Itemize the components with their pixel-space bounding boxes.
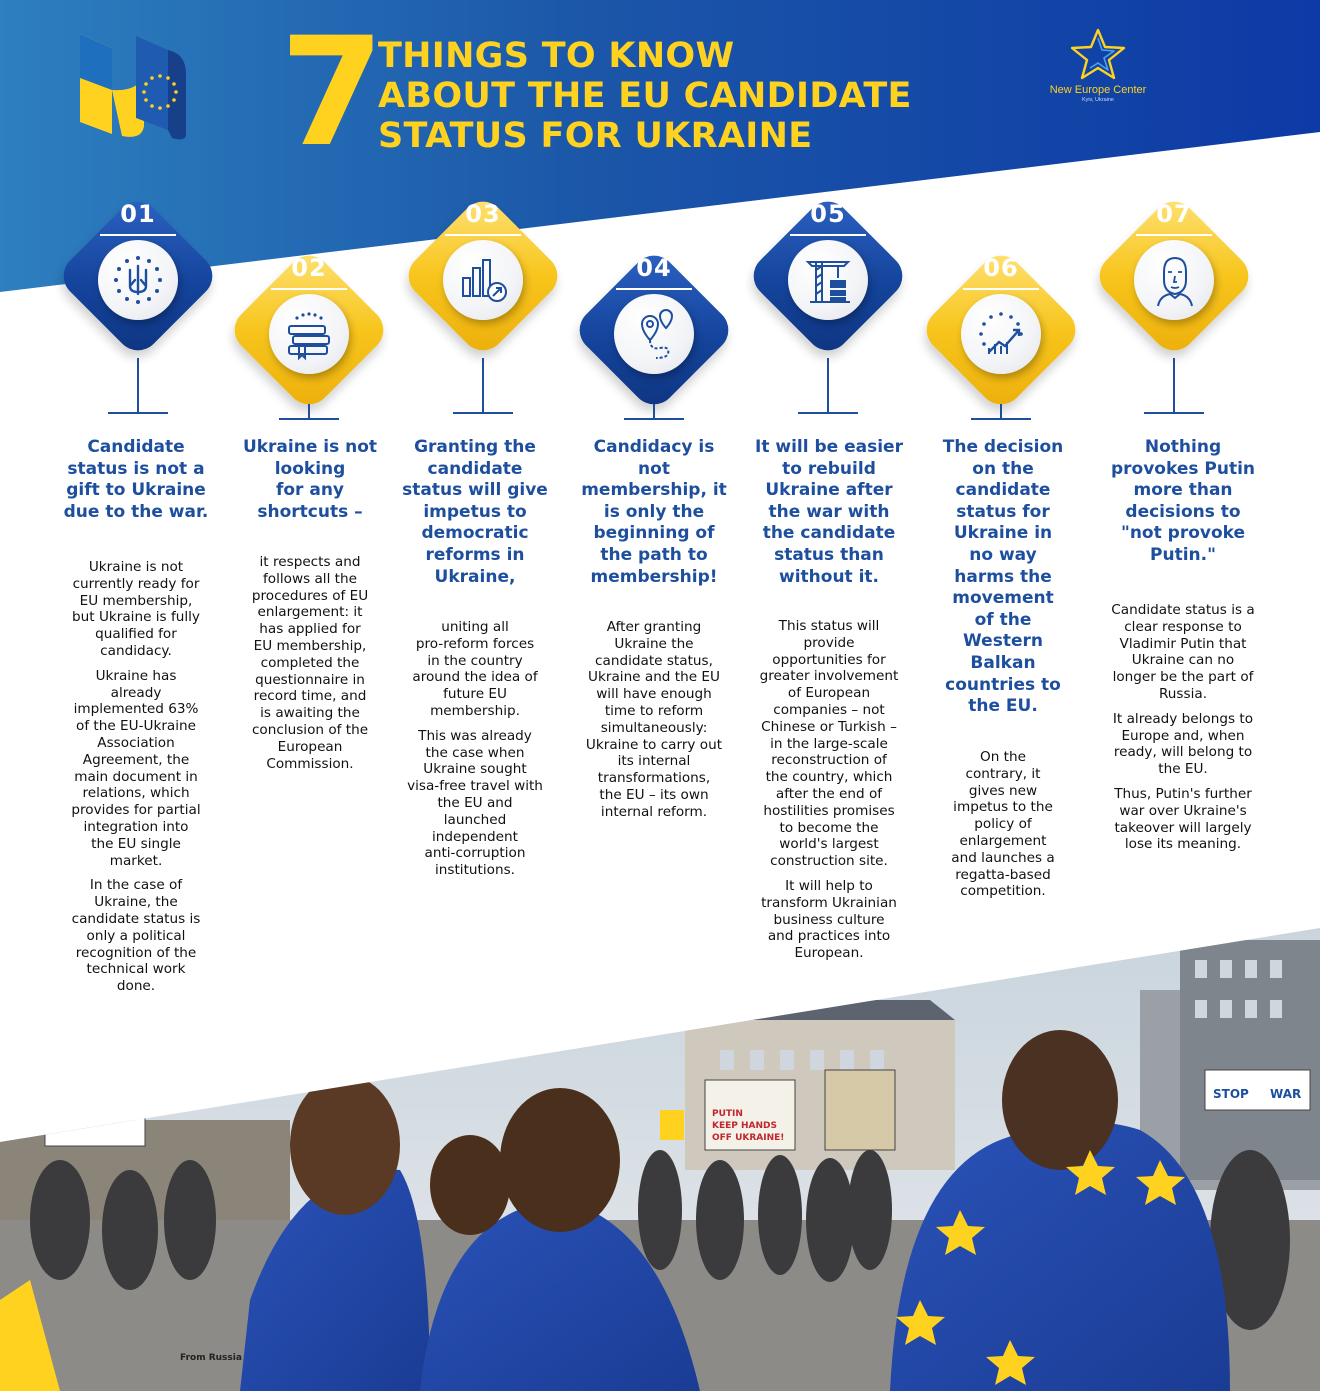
body-line: This was already: [418, 727, 532, 744]
body-line: regatta-based: [955, 866, 1051, 883]
body-line: reconstruction of: [771, 752, 887, 769]
body-line: conclusion of the: [251, 721, 369, 738]
step-diamond: [742, 190, 914, 362]
heading-line: is only the: [603, 501, 705, 522]
step-icon-badge: [98, 240, 178, 320]
body-line: In the case of: [89, 877, 183, 894]
body-line: construction site.: [770, 853, 888, 870]
heading-line: the path to: [600, 544, 708, 565]
body-line: the EU – its own: [599, 786, 709, 803]
body-line: contrary, it: [965, 765, 1041, 782]
body-line: follows all the: [262, 570, 357, 587]
body-line: ready, will belong to: [1113, 744, 1253, 761]
step-number: 05: [810, 200, 846, 228]
body-line: Candidate status is a: [1111, 602, 1255, 618]
body-line: of European: [787, 685, 871, 702]
title-line: ABOUT THE EU CANDIDATE: [378, 76, 912, 116]
heading-line: on the: [972, 458, 1034, 479]
body-line: greater involvement: [759, 668, 899, 685]
body-line: already: [110, 684, 162, 701]
body-line: transformations,: [597, 770, 711, 787]
books-stars-icon: [279, 304, 339, 364]
body-line: Ukraine can no: [1131, 652, 1235, 669]
body-line: Association: [97, 734, 175, 751]
body-line: in the country: [427, 652, 523, 669]
heading-line: not: [638, 458, 670, 479]
sign-war-text: WAR: [1270, 1087, 1302, 1101]
step-01-heading: [50, 437, 222, 523]
heading-line: more than: [1133, 480, 1233, 501]
heading-line: gift to Ukraine: [66, 480, 206, 501]
body-line: Vladimir Putin that: [1119, 635, 1247, 652]
heading-line: no way: [969, 544, 1037, 565]
route-pins-icon: [624, 304, 684, 364]
body-line: enlargement: it: [257, 604, 363, 621]
body-line: done.: [116, 978, 156, 995]
step-05-body: [743, 618, 915, 962]
heading-line: countries to: [945, 674, 1061, 695]
heading-line: status for: [956, 501, 1050, 522]
body-line: has applied for: [259, 621, 361, 638]
body-line: impetus to the: [953, 799, 1053, 816]
putin-portrait-icon: [1144, 250, 1204, 310]
step-number: 07: [1156, 200, 1192, 228]
sign-putin-text: PUTIN: [712, 1109, 743, 1119]
title-line: STATUS FOR UKRAINE: [378, 116, 813, 156]
step-diamond: [915, 244, 1087, 416]
step-number: 03: [465, 200, 501, 228]
body-line: provide: [803, 634, 855, 651]
body-line: policy of: [974, 816, 1032, 833]
body-line: the country, which: [765, 769, 893, 786]
step-04-heading: [568, 437, 740, 588]
body-line: EU membership,: [253, 637, 367, 654]
heading-line: Ukraine is not: [242, 437, 378, 457]
body-line: time to reform: [604, 702, 704, 719]
body-line: It already belongs to: [1112, 710, 1254, 727]
body-line: world's largest: [779, 836, 879, 853]
heading-line: candidate: [955, 480, 1051, 501]
step-icon-badge: [961, 294, 1041, 374]
body-line: Europe and, when: [1121, 727, 1245, 744]
body-line: relations, which: [82, 785, 190, 802]
body-line: institutions.: [435, 862, 515, 879]
body-line: competition.: [960, 883, 1046, 900]
heading-line: for any: [275, 480, 345, 501]
step-icon-badge: [269, 294, 349, 374]
heading-line: It will be easier: [755, 437, 903, 457]
body-line: technical work: [86, 961, 186, 978]
body-line: procedures of EU: [251, 587, 369, 604]
org-location: Kyiv, Ukraine: [1082, 97, 1114, 103]
heading-line: Candidacy is: [593, 437, 715, 457]
body-line: internal reform.: [600, 803, 708, 820]
body-line: candidacy.: [100, 642, 172, 659]
body-line: opportunities for: [772, 651, 886, 668]
body-line: the EU.: [1158, 761, 1208, 778]
body-line: lose its meaning.: [1124, 836, 1242, 853]
body-line: currently ready for: [72, 575, 200, 592]
body-line: longer be the part of: [1112, 669, 1254, 686]
body-line: around the idea of: [412, 669, 538, 686]
body-line: On the: [980, 749, 1026, 765]
body-line: implemented 63%: [73, 701, 199, 718]
body-line: the case when: [425, 744, 525, 761]
heading-line: Ukraine in: [953, 523, 1053, 544]
ukraine-eu-logo: [72, 30, 192, 142]
body-line: candidate status is: [71, 910, 201, 927]
body-line: enlargement: [959, 832, 1047, 849]
step-diamond: [52, 190, 224, 362]
heading-line: the war with: [768, 501, 890, 522]
heading-line: Ukraine,: [434, 566, 516, 587]
body-line: membership.: [430, 702, 520, 719]
step-07-heading: [1097, 437, 1269, 567]
body-line: pro-reform forces: [415, 635, 535, 652]
page-title: [378, 36, 938, 156]
body-line: hostilities promises: [763, 802, 895, 819]
body-line: Ukraine and the EU: [588, 669, 720, 686]
heading-line: candidate: [427, 458, 523, 479]
heading-line: Ukraine after: [765, 480, 893, 501]
rally-photo: [0, 920, 1320, 1391]
body-line: qualified for: [95, 626, 177, 643]
heading-line: provokes Putin: [1110, 458, 1256, 479]
body-line: European.: [794, 945, 864, 962]
body-line: candidate status,: [595, 652, 713, 669]
body-line: questionnaire in: [255, 671, 365, 688]
body-line: Ukraine the: [614, 635, 694, 652]
title-line: THINGS TO KNOW: [378, 36, 735, 76]
body-line: This status will: [778, 618, 880, 634]
body-line: but Ukraine is fully: [72, 609, 200, 626]
heading-line: The decision: [942, 437, 1064, 457]
step-diamond: [568, 244, 740, 416]
heading-line: beginning of: [593, 523, 715, 544]
body-line: simultaneously:: [600, 719, 708, 736]
body-line: anti-corruption: [424, 845, 526, 862]
body-line: European: [277, 738, 343, 755]
new-europe-center-logo: [1038, 26, 1158, 116]
heading-line: democratic: [421, 523, 529, 544]
heading-line: "not provoke: [1120, 523, 1246, 544]
step-07-body: [1097, 602, 1269, 853]
body-line: companies – not: [773, 701, 885, 718]
body-line: its internal: [617, 753, 691, 770]
sign-keep-hands-text: KEEP HANDS: [712, 1121, 777, 1131]
heading-line: to rebuild: [782, 458, 876, 479]
heading-line: the EU.: [968, 696, 1038, 717]
body-line: integration into: [83, 818, 189, 835]
step-diamond: [397, 190, 569, 362]
body-line: it respects and: [259, 554, 361, 570]
heading-line: Granting the: [414, 437, 536, 457]
eu-stars-growth-icon: [971, 304, 1031, 364]
heading-line: looking: [274, 458, 346, 479]
step-number: 02: [291, 254, 327, 282]
heading-line: movement: [952, 588, 1054, 609]
body-line: only a political: [86, 927, 186, 944]
step-02-heading: [224, 437, 396, 523]
step-number: 04: [636, 254, 672, 282]
body-line: Ukraine, the: [94, 894, 178, 911]
org-name: New Europe Center: [1049, 84, 1147, 96]
construction-crane-icon: [798, 250, 858, 310]
heading-line: shortcuts –: [257, 501, 363, 522]
body-line: completed the: [260, 654, 360, 671]
body-line: After granting: [606, 619, 702, 635]
sign-stop-text: STOP: [1213, 1087, 1249, 1101]
step-05-heading: [743, 437, 915, 588]
heading-line: status will give: [402, 480, 548, 501]
growth-chart-icon: [453, 250, 513, 310]
heading-line: status is not a: [67, 458, 205, 479]
step-icon-badge: [443, 240, 523, 320]
body-line: business culture: [773, 911, 885, 928]
body-line: the EU single: [91, 835, 181, 852]
step-03-heading: [389, 437, 561, 588]
body-line: future EU: [443, 686, 507, 703]
body-line: visa-free travel with: [407, 778, 543, 795]
body-line: takeover will largely: [1114, 819, 1252, 836]
heading-line: Candidate: [87, 437, 185, 457]
heading-line: membership!: [590, 566, 718, 587]
body-line: the EU and: [437, 794, 513, 811]
sign-from-russia-text: From Russia: [180, 1353, 242, 1363]
step-diamond: [1088, 190, 1260, 362]
heading-line: decisions to: [1125, 501, 1241, 522]
body-line: and launches a: [951, 849, 1055, 866]
step-04-body: [568, 619, 740, 821]
body-line: provides for partial: [71, 802, 201, 819]
body-line: gives new: [968, 782, 1038, 799]
step-03-body: [389, 619, 561, 879]
step-06-heading: [917, 437, 1089, 718]
body-line: main document in: [74, 768, 198, 785]
star-logo-icon: [1068, 26, 1128, 82]
step-diamond: [223, 244, 395, 416]
body-line: Russia.: [1158, 685, 1208, 702]
body-line: Ukraine is not: [88, 559, 184, 575]
body-line: EU membership,: [79, 592, 193, 609]
body-line: Ukraine to carry out: [585, 736, 723, 753]
body-line: independent: [432, 828, 518, 845]
body-line: Thus, Putin's further: [1114, 785, 1252, 802]
step-icon-badge: [1134, 240, 1214, 320]
body-line: is awaiting the: [260, 705, 360, 722]
heading-line: Western: [963, 631, 1043, 652]
body-line: Commission.: [266, 755, 354, 772]
heading-line: Balkan: [970, 652, 1036, 673]
step-number: 06: [983, 254, 1019, 282]
body-line: Ukraine sought: [423, 761, 527, 778]
step-number: 01: [120, 200, 156, 228]
body-line: after the end of: [775, 785, 883, 802]
heading-line: the candidate: [762, 523, 896, 544]
eu-stars-trident-icon: [108, 250, 168, 310]
body-line: transform Ukrainian: [761, 894, 897, 911]
step-02-body: [224, 554, 396, 772]
heading-line: membership, it: [581, 480, 727, 501]
heading-line: impetus to: [423, 501, 527, 522]
body-line: Ukraine has: [95, 667, 177, 684]
body-line: clear response to: [1124, 618, 1242, 635]
body-line: recognition of the: [75, 944, 197, 961]
big-seven-number: 7: [280, 6, 381, 180]
body-line: in the large-scale: [770, 735, 888, 752]
step-icon-badge: [614, 294, 694, 374]
step-icon-badge: [788, 240, 868, 320]
heading-line: reforms in: [425, 544, 525, 565]
heading-line: of the: [974, 609, 1032, 630]
body-line: to become the: [779, 819, 879, 836]
sign-off-ukraine-text: OFF UKRAINE!: [712, 1133, 785, 1143]
body-line: record time, and: [253, 688, 367, 705]
heading-line: Nothing: [1144, 437, 1222, 457]
body-line: and practices into: [767, 928, 891, 945]
body-line: will have enough: [596, 686, 712, 703]
body-line: uniting all: [441, 619, 509, 635]
heading-line: due to the war.: [63, 501, 209, 522]
body-line: Agreement, the: [82, 751, 190, 768]
body-line: war over Ukraine's: [1119, 802, 1247, 819]
body-line: It will help to: [785, 877, 873, 894]
step-06-body: [917, 749, 1089, 900]
heading-line: harms the: [954, 566, 1052, 587]
body-line: Chinese or Turkish –: [761, 718, 897, 735]
heading-line: without it.: [779, 566, 879, 587]
heading-line: status than: [774, 544, 884, 565]
body-line: market.: [109, 852, 163, 869]
body-line: launched: [443, 811, 507, 828]
body-line: of the EU-Ukraine: [76, 718, 196, 735]
heading-line: Putin.": [1150, 544, 1216, 565]
